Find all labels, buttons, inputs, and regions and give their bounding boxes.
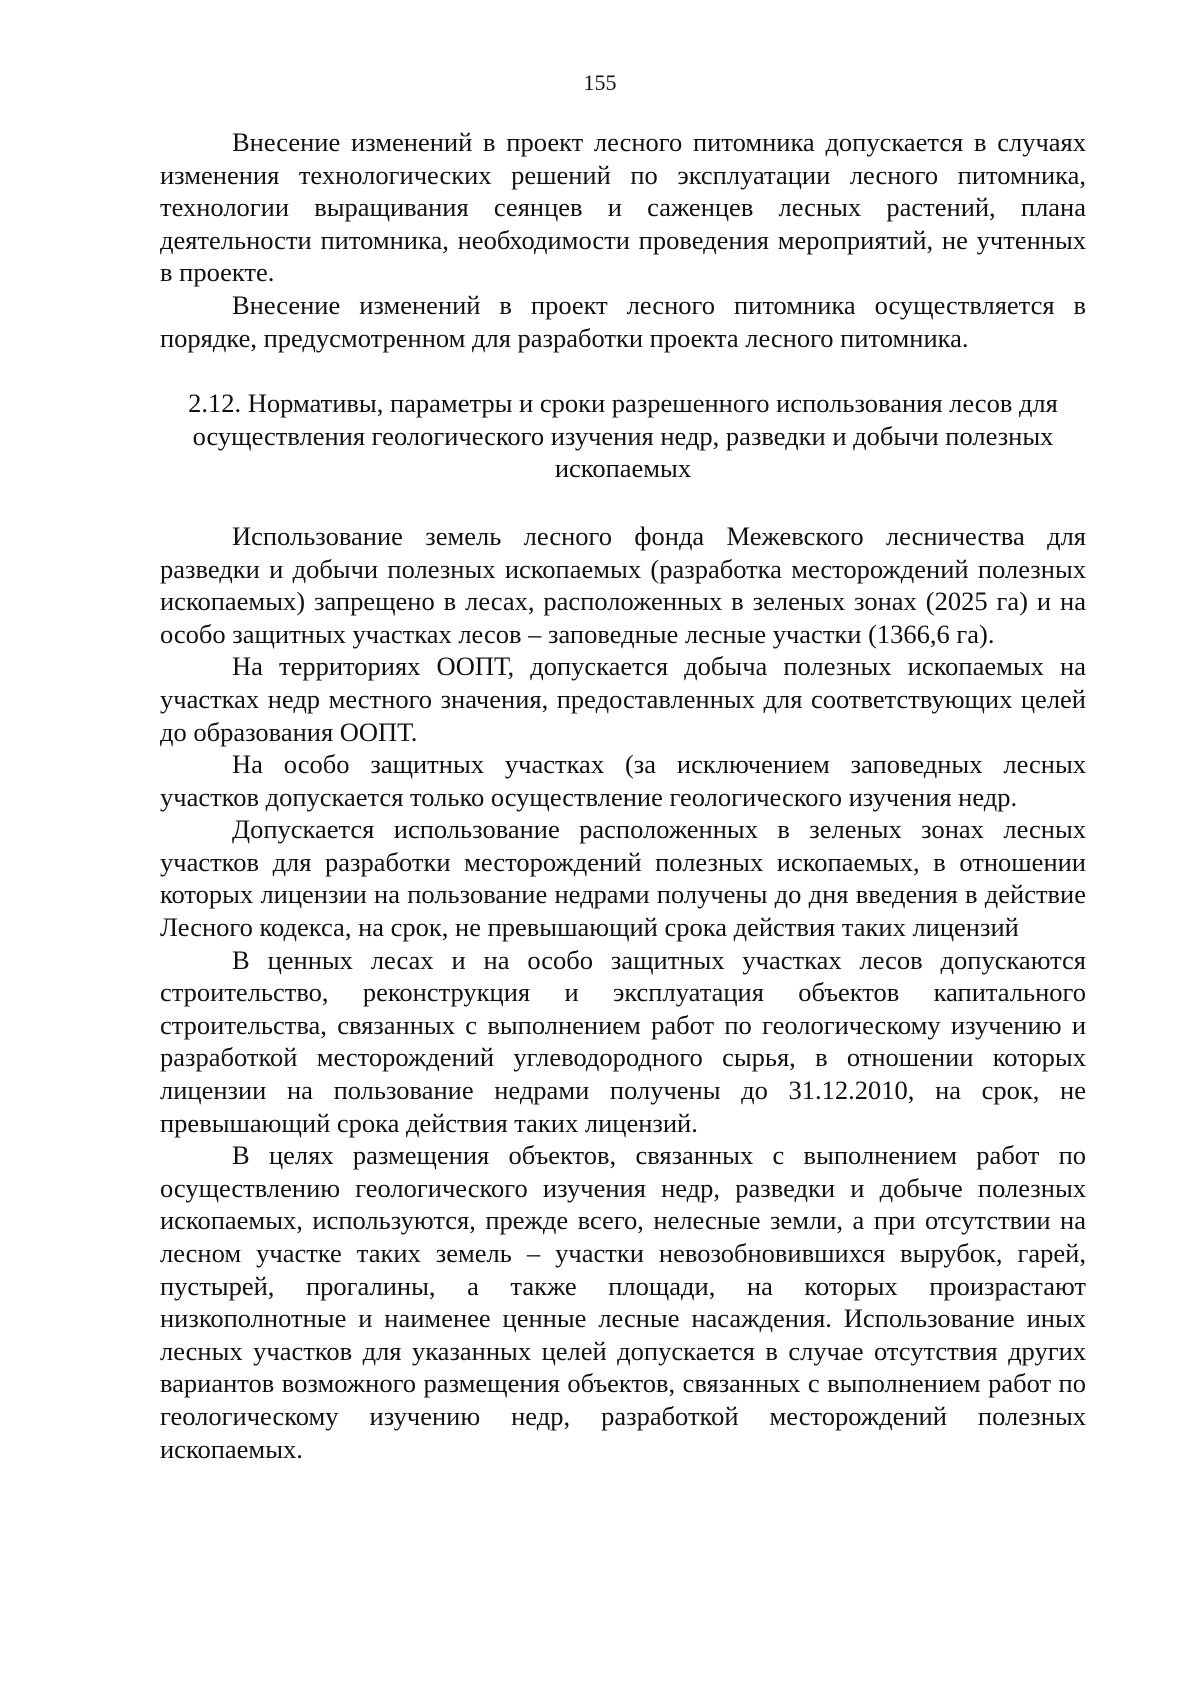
section-heading: 2.12. Нормативы, параметры и сроки разрешенного использования лесов для осуществления геологического изучения недр, разведки и добычи полезных ископаемых bbox=[188, 388, 1058, 484]
paragraph-amendment-procedure: Внесение изменений в проект лесного питомника осуществляется в порядке, предусмотренном для разработки проекта лесного питомника. bbox=[160, 289, 1086, 353]
paragraph-placement-of-objects: В целях размещения объектов, связанных с выполнением работ по осуществлению геологического изучения недр, разведки и добыче полезных ископаемых, используются, прежде всего, нелесные земли, а при отсутствии на лесном участке таких земель – участки невозобновившихся вырубок, гарей, пустырей, прогалины, а также площади, на которых произрастают низкополнотные и наименее ценные лесные насаждения. Использование иных лесных участков для указанных целей допускается в случае отсутствия других вариантов возможного размещения объектов, связанных с выполнением работ по геологическому изучению недр, разработкой месторождений полезных ископаемых. bbox=[160, 1140, 1086, 1464]
paragraph-valuable-forests: В ценных лесах и на особо защитных участках лесов допускаются строительство, реконструкция и эксплуатация объектов капитального строительства, связанных с выполнением работ по геологическому изучению и разработкой месторождений углеводородного сырья, в отношении которых лицензии на пользование недрами получены до 31.12.2010, на срок, не превышающий срока действия таких лицензий. bbox=[160, 944, 1086, 1138]
page-content bbox=[160, 126, 1086, 1465]
paragraph-green-zones: Допускается использование расположенных в зеленых зонах лесных участков для разработки месторождений полезных ископаемых, в отношении которых лицензии на пользование недрами получены до дня введения в действие Лесного кодекса, на срок, не превышающий срока действия таких лицензий bbox=[160, 814, 1086, 943]
paragraph-special-protection: На особо защитных участках (за исключением заповедных лесных участков допускается только осуществление геологического изучения недр. bbox=[160, 749, 1086, 812]
section-body bbox=[160, 520, 1086, 1465]
paragraph-protected-areas: На территориях ООПТ, допускается добыча полезных ископаемых на участках недр местного значения, предоставленных для соответствующих целей до образования ООПТ. bbox=[160, 651, 1086, 747]
paragraph-amendment-cases: Внесение изменений в проект лесного питомника допускается в случаях изменения технологических решений по эксплуатации лесного питомника, технологии выращивания сеянцев и саженцев лесных растений, плана деятельности питомника, необходимости проведения мероприятий, не учтенных в проекте. bbox=[160, 127, 1086, 288]
page-number: 155 bbox=[583, 70, 617, 95]
paragraph-land-use-prohibition: Использование земель лесного фонда Межевского лесничества для разведки и добычи полезных ископаемых (разработка месторождений полезных ископаемых) запрещено в лесах, расположенных в зеленых зонах (2025 га) и на особо защитных участках лесов – заповедные лесные участки (1366,6 га). bbox=[160, 520, 1086, 649]
